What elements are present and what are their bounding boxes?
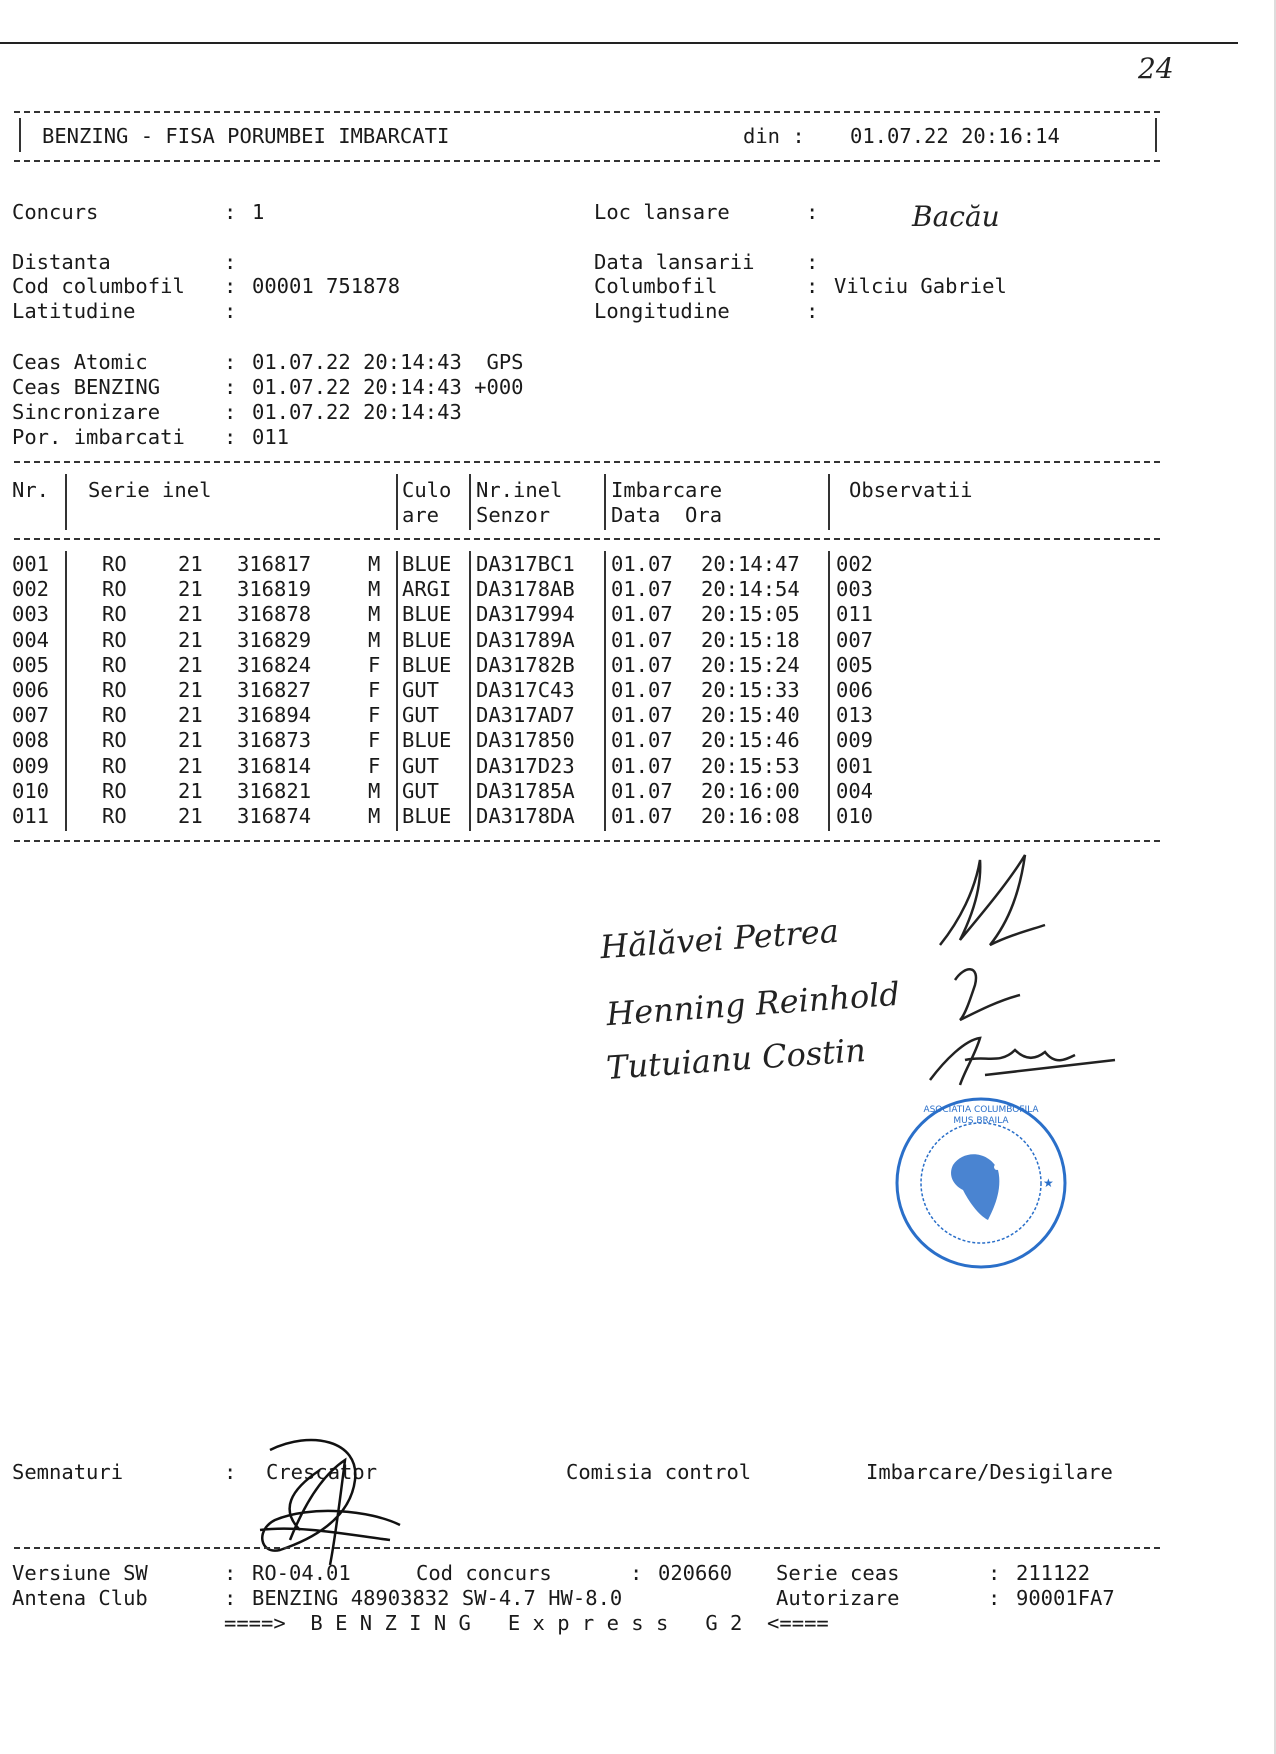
row-color: GUT [402,703,440,728]
row-country: RO [102,804,127,828]
colon: : [806,250,819,274]
col-header-imbarcare-1: Imbarcare [611,478,723,502]
row-date: 01.07 [611,577,673,602]
header-right-border [1155,118,1157,152]
versiune-sw-label: Versiune SW [12,1561,148,1585]
row-sex: F [368,703,381,728]
row-sex: M [368,804,381,828]
row-sex: M [368,627,381,652]
row-obs: 010 [836,804,874,828]
col-header-nrinel-1: Nr.inel [476,478,563,502]
brand-line: ====> B E N Z I N G E x p r e s s G 2 <==== [224,1611,829,1635]
row-date: 01.07 [611,552,673,576]
table-row [0,552,1276,577]
row-year: 21 [178,778,203,803]
row-nr: 003 [12,602,50,627]
row-sensor: DA3178DA [476,804,575,828]
row-obs: 003 [836,577,874,602]
row-color: BLUE [402,652,452,677]
row-date: 01.07 [611,703,673,728]
row-nr: 006 [12,678,50,702]
sincronizare-value: 01.07.22 20:14:43 [252,400,462,424]
row-time: 20:15:33 [701,678,800,702]
table-row [0,804,1276,829]
ceas-atomic-value: 01.07.22 20:14:43 GPS [252,350,524,374]
header-datetime: 01.07.22 20:16:14 [850,124,1060,148]
row-time: 20:14:47 [701,552,800,576]
row-sensor: DA317AD7 [476,703,575,728]
row-sex: M [368,577,381,602]
row-date: 01.07 [611,602,673,627]
row-year: 21 [178,804,203,828]
row-ring: 316814 [237,753,312,778]
row-time: 20:15:24 [701,652,800,677]
colon: : [806,200,819,224]
row-date: 01.07 [611,778,673,803]
row-sensor: DA31785A [476,778,575,803]
columbofil-value: Vilciu Gabriel [834,274,1007,298]
document-title: BENZING - FISA PORUMBEI IMBARCATI [42,124,450,148]
concurs-label: Concurs [12,200,99,224]
col-sep [469,474,471,530]
table-row [0,754,1276,779]
row-country: RO [102,627,127,652]
row-obs: 004 [836,778,874,803]
por-imbarcati-value: 011 [252,425,290,449]
table-row [0,678,1276,703]
row-ring: 316874 [237,804,312,828]
row-nr: 007 [12,703,50,728]
row-year: 21 [178,728,203,753]
row-nr: 005 [12,652,50,677]
row-year: 21 [178,627,203,652]
antena-club-label: Antena Club [12,1586,148,1610]
row-time: 20:14:54 [701,577,800,602]
col-sep [65,474,67,530]
colon: : [988,1561,1001,1585]
cod-columbofil-label: Cod columbofil [12,274,185,298]
colon: : [224,350,237,374]
row-obs: 002 [836,552,874,576]
row-color: GUT [402,753,440,778]
row-color: BLUE [402,728,452,753]
colon: : [224,375,237,399]
row-color: ARGI [402,577,452,602]
concurs-value: 1 [252,200,265,224]
row-nr: 008 [12,728,50,753]
row-nr: 002 [12,577,50,602]
ceas-atomic-label: Ceas Atomic [12,350,148,374]
row-country: RO [102,577,127,602]
row-country: RO [102,778,127,803]
row-sensor: DA3178AB [476,577,575,602]
colon: : [224,1586,237,1610]
row-time: 20:15:40 [701,703,800,728]
header-bottom-border [14,160,1160,162]
top-rule [0,42,1238,44]
row-ring: 316819 [237,577,312,602]
colon: : [224,400,237,424]
row-nr: 011 [12,804,50,828]
signature-2 [950,960,1030,1030]
col-header-observatii: Observatii [849,478,973,502]
row-ring: 316829 [237,627,312,652]
stamp-text: ASOCIATIA COLUMBOFILA MUS BRAILA [923,1105,1039,1126]
table-row [0,628,1276,653]
row-nr: 004 [12,627,50,652]
row-sensor: DA317D23 [476,753,575,778]
serie-ceas-value: 211122 [1016,1561,1091,1585]
ceas-benzing-label: Ceas BENZING [12,375,161,399]
colon: : [224,1460,237,1484]
footer-border [14,1547,1160,1549]
row-ring: 316824 [237,652,312,677]
row-color: BLUE [402,627,452,652]
row-date: 01.07 [611,728,673,753]
row-nr: 010 [12,778,50,803]
row-ring: 316878 [237,602,312,627]
row-obs: 005 [836,652,874,677]
crescator-signature [250,1430,410,1570]
row-sex: F [368,678,381,702]
row-year: 21 [178,652,203,677]
svg-text:★: ★ [1043,1176,1054,1190]
table-row [0,728,1276,753]
din-label: din : [743,124,805,148]
col-sep [828,474,830,530]
signature-1 [930,850,1050,960]
row-country: RO [102,552,127,576]
data-lansarii-label: Data lansarii [594,250,755,274]
row-time: 20:15:18 [701,627,800,652]
longitudine-label: Longitudine [594,299,730,323]
row-sex: M [368,602,381,627]
colon: : [988,1586,1001,1610]
col-sep [604,474,606,530]
row-year: 21 [178,552,203,576]
col-header-nrinel-2: Senzor [476,503,551,527]
semnaturi-label: Semnaturi [12,1460,124,1484]
latitudine-label: Latitudine [12,299,136,323]
colon: : [224,250,237,274]
imbarcare-desigilare-label: Imbarcare/Desigilare [866,1460,1113,1484]
row-date: 01.07 [611,753,673,778]
association-stamp [893,1095,1069,1275]
colon: : [806,299,819,323]
row-color: BLUE [402,804,452,828]
row-sensor: DA317C43 [476,678,575,702]
loc-lansare-value: Bacău [912,200,1000,233]
row-sex: F [368,652,381,677]
serie-ceas-label: Serie ceas [776,1561,900,1585]
col-header-serie-inel: Serie inel [88,478,212,502]
colon: : [224,1561,237,1585]
colon: : [806,274,819,298]
signature-3 [925,1030,1125,1100]
row-country: RO [102,602,127,627]
row-date: 01.07 [611,627,673,652]
versiune-sw-value: RO-04.01 [252,1561,351,1585]
header-top-border [14,111,1160,113]
row-year: 21 [178,602,203,627]
colon: : [224,425,237,449]
ceas-benzing-value: 01.07.22 20:14:43 +000 [252,375,524,399]
row-country: RO [102,652,127,677]
row-sensor: DA31782B [476,652,575,677]
row-country: RO [102,728,127,753]
row-country: RO [102,703,127,728]
row-country: RO [102,753,127,778]
row-color: GUT [402,778,440,803]
col-header-culoare-2: are [402,503,440,527]
table-row [0,577,1276,602]
row-date: 01.07 [611,678,673,702]
col-header-nr: Nr. [12,478,50,502]
col-header-imbarcare-2: Data Ora [611,503,723,527]
row-sensor: DA317850 [476,728,575,753]
cod-concurs-value: 020660 [658,1561,733,1585]
row-sensor: DA317BC1 [476,552,575,576]
row-year: 21 [178,577,203,602]
distanta-label: Distanta [12,250,111,274]
sincronizare-label: Sincronizare [12,400,161,424]
table-row [0,653,1276,678]
colon: : [224,299,237,323]
row-sex: F [368,728,381,753]
header-left-border [19,118,21,152]
row-date: 01.07 [611,652,673,677]
table-row [0,779,1276,804]
row-time: 20:16:00 [701,778,800,803]
row-obs: 013 [836,703,874,728]
row-time: 20:15:05 [701,602,800,627]
row-year: 21 [178,678,203,702]
row-sex: F [368,753,381,778]
row-ring: 316894 [237,703,312,728]
row-color: BLUE [402,602,452,627]
colon: : [630,1561,643,1585]
handwritten-name-3: Tutuianu Costin [604,1030,868,1088]
row-time: 20:16:08 [701,804,800,828]
cod-columbofil-value: 00001 751878 [252,274,401,298]
col-sep [396,474,398,530]
table-bottom-border [14,840,1160,842]
por-imbarcati-label: Por. imbarcati [12,425,185,449]
row-sensor: DA31789A [476,627,575,652]
handwritten-name-1: Hălăvei Petrea [598,911,840,967]
row-sex: M [368,778,381,803]
row-ring: 316821 [237,778,312,803]
table-top-border [14,461,1160,463]
row-obs: 006 [836,678,874,702]
row-year: 21 [178,753,203,778]
row-obs: 007 [836,627,874,652]
cod-concurs-label: Cod concurs [416,1561,552,1585]
row-ring: 316873 [237,728,312,753]
row-ring: 316817 [237,552,312,576]
row-time: 20:15:53 [701,753,800,778]
columbofil-label: Columbofil [594,274,718,298]
row-nr: 001 [12,552,50,576]
row-color: GUT [402,678,440,702]
table-row [0,602,1276,627]
autorizare-value: 90001FA7 [1016,1586,1115,1610]
row-date: 01.07 [611,804,673,828]
table-row [0,703,1276,728]
page-number: 24 [1138,52,1174,85]
antena-club-value: BENZING 48903832 SW-4.7 HW-8.0 [252,1586,623,1610]
row-sensor: DA317994 [476,602,575,627]
comisia-label: Comisia control [566,1460,752,1484]
row-obs: 001 [836,753,874,778]
row-time: 20:15:46 [701,728,800,753]
row-nr: 009 [12,753,50,778]
row-ring: 316827 [237,678,312,702]
row-sex: M [368,552,381,576]
table-header-border [14,538,1160,540]
col-header-culoare-1: Culo [402,478,452,502]
row-year: 21 [178,703,203,728]
row-country: RO [102,678,127,702]
handwritten-name-2: Henning Reinhold [605,974,901,1034]
row-obs: 011 [836,602,874,627]
colon: : [224,274,237,298]
row-color: BLUE [402,552,452,576]
crescator-label: Crescator [266,1460,378,1484]
row-obs: 009 [836,728,874,753]
autorizare-label: Autorizare [776,1586,900,1610]
colon: : [224,200,237,224]
loc-lansare-label: Loc lansare [594,200,730,224]
